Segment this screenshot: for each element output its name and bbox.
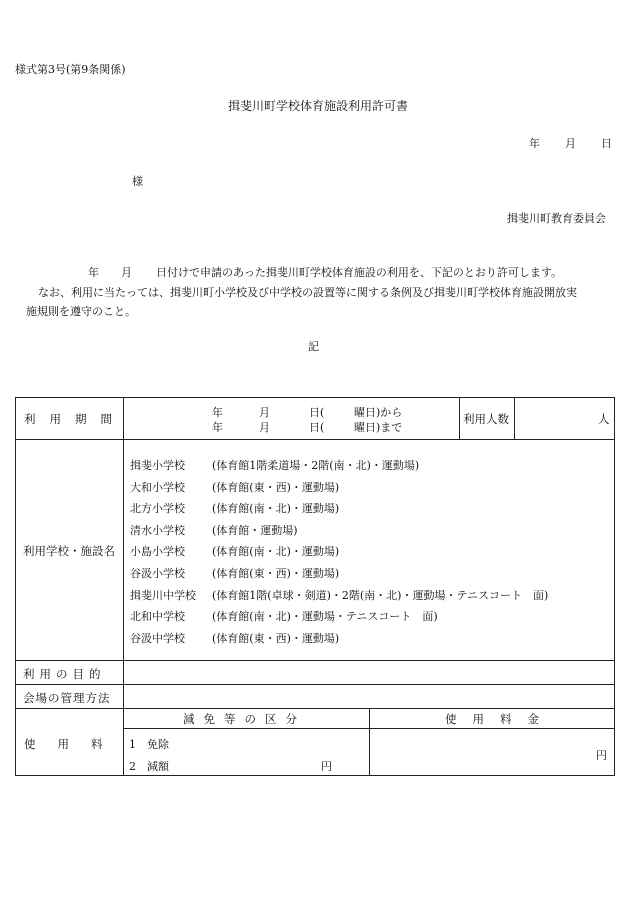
purpose-input[interactable] — [123, 660, 615, 685]
form-number: 様式第3号(第9条関係) — [15, 63, 126, 76]
facility-detail: (体育館(東・西)・運動場) — [212, 480, 340, 494]
facility-detail: (体育館(東・西)・運動場) — [212, 631, 340, 645]
management-label: 会場の管理方法 — [23, 691, 111, 705]
period-value-cell[interactable] — [123, 397, 460, 440]
exemption-option[interactable]: 1 免除 — [129, 738, 169, 751]
purpose-label: 利用の目的 — [23, 667, 106, 681]
users-unit: 人 — [598, 412, 610, 426]
body-year: 年 — [88, 266, 99, 279]
reduction-option[interactable]: 2 減額 — [129, 760, 169, 773]
facility-school: 谷汲小学校 — [130, 566, 185, 580]
facility-detail: (体育館・運動場) — [212, 523, 298, 537]
facility-school: 清水小学校 — [130, 523, 185, 537]
facility-school: 小島小学校 — [130, 545, 185, 559]
body-month: 月 — [121, 266, 132, 279]
period-from-weekday: 曜日)から — [354, 406, 403, 419]
facility-list-cell — [123, 439, 615, 661]
reduction-header: 減免等の区分 — [183, 712, 306, 726]
facility-detail: (体育館(南・北)・運動場) — [212, 545, 340, 559]
body-line2: なお、利用に当たっては、揖斐川町小学校及び中学校の設置等に関する条例及び揖斐川町学校体育施設開放実 — [38, 286, 577, 299]
facility-school: 谷汲中学校 — [130, 631, 185, 645]
facility-detail: (体育館1階(卓球・剣道)・2階(南・北)・運動場・テニスコート 面) — [212, 588, 549, 602]
period-to-weekday: 曜日)まで — [354, 421, 403, 434]
facility-detail: (体育館(南・北)・運動場) — [212, 502, 340, 516]
body-line1: 日付けで申請のあった揖斐川町学校体育施設の利用を、下記のとおり許可します。 — [156, 266, 563, 279]
document-title: 揖斐川町学校体育施設利用許可書 — [228, 99, 409, 113]
period-label: 利用期間 — [24, 412, 126, 426]
date-month: 月 — [565, 137, 576, 150]
users-label: 利用人数 — [463, 412, 509, 426]
period-from-year: 年 — [212, 406, 223, 419]
period-to-month: 月 — [259, 421, 270, 434]
management-input[interactable] — [123, 684, 615, 709]
facility-school: 揖斐小学校 — [130, 459, 185, 472]
ki-label: 記 — [308, 340, 319, 353]
facility-school: 大和小学校 — [130, 480, 185, 494]
period-from-month: 月 — [259, 406, 270, 419]
facility-detail: (体育館1階柔道場・2階(南・北)・運動場) — [212, 459, 420, 472]
facility-school: 揖斐川中学校 — [130, 588, 196, 602]
facility-detail: (体育館(南・北)・運動場・テニスコート 面) — [212, 610, 438, 624]
permit-form-table — [15, 397, 615, 776]
fee-header: 使用料金 — [445, 712, 555, 726]
period-from-day: 日( — [309, 406, 325, 419]
reduction-unit: 円 — [321, 760, 332, 773]
date-year: 年 — [529, 137, 540, 150]
facility-school: 北方小学校 — [130, 502, 185, 516]
body-line3: 施規則を遵守のこと。 — [26, 305, 136, 318]
period-to-day: 日( — [309, 421, 325, 434]
fee-label: 使用料 — [24, 737, 125, 751]
facility-label: 利用学校・施設名 — [23, 544, 115, 558]
fee-amount-cell[interactable] — [369, 728, 615, 776]
issuer: 揖斐川町教育委員会 — [507, 212, 606, 225]
date-day: 日 — [601, 137, 612, 150]
facility-detail: (体育館(東・西)・運動場) — [212, 566, 340, 580]
addressee-suffix: 様 — [132, 175, 143, 188]
facility-school: 北和中学校 — [130, 610, 185, 624]
fee-unit: 円 — [596, 749, 607, 762]
period-to-year: 年 — [212, 421, 223, 434]
